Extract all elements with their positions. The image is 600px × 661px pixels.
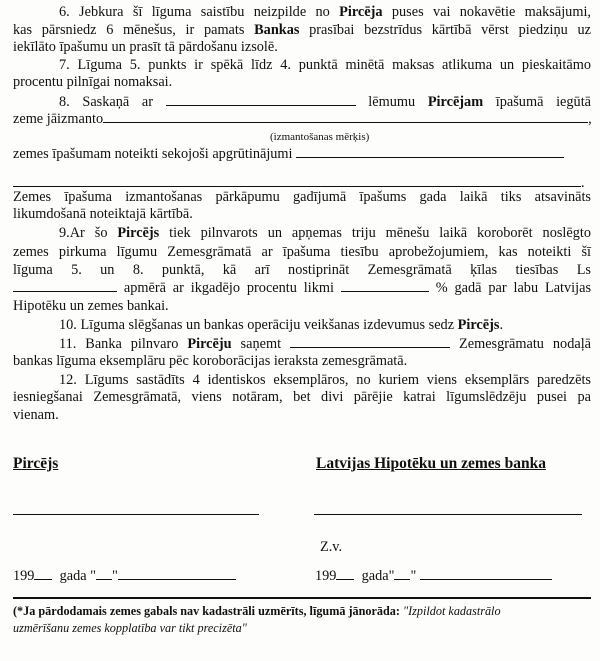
clause-12-line-2: iesniegšanai Zemesgrāmatā, viens notāram, bet divi pārējie katrai līgumslēdzēju pusei pa <box>13 389 591 405</box>
clause-7-line-1: 7. Līguma 5. punkts ir spēkā līdz 4. punktā minētā maksas atlikuma un pieskaitāmo <box>59 57 591 73</box>
clause-12-line-1: 12. Līgums sastādīts 4 identiskos eksemplāros, no kuriem viens eksemplārs paredzēts <box>59 372 591 388</box>
clause-9-line-4: apmērā ar ikgadējo procentu likmi % gadā par labu Latvijas <box>13 279 591 297</box>
encumbrances-blank[interactable] <box>296 145 564 158</box>
bank-date: 199 gada" " <box>315 567 552 585</box>
year-blank[interactable] <box>336 567 354 580</box>
clause-8-line-4: . <box>13 174 591 192</box>
clause-8-line-1: 8. Saskaņā ar lēmumu Pircējam īpašumā iegūtā <box>59 94 592 110</box>
clause-8-line-5: Zemes īpašuma izmantošanas pārkāpumu gadījumā īpašums gada laikā tiks atsavināts <box>13 189 591 205</box>
seal-label: Z.v. <box>320 539 343 555</box>
bank-signature-line[interactable] <box>314 514 582 515</box>
year-blank[interactable] <box>34 567 52 580</box>
clause-8-line-3: zemes īpašumam noteikti sekojoši apgrūtinājumi <box>13 145 591 163</box>
clause-11-line-2: bankas līguma eksemplāru pēc koroborācijas ieraksta zemesgrāmatā. <box>13 353 408 369</box>
month-blank[interactable] <box>118 567 236 580</box>
branch-blank[interactable] <box>290 335 450 348</box>
interest-rate-blank[interactable] <box>341 279 429 292</box>
footnote-divider <box>13 597 591 599</box>
clause-9-line-1: 9.Ar šo Pircējs tiek pilnvarots un apņemas triju mēnešu laikā koroborēt noslēgto <box>59 225 591 241</box>
bank-heading: Latvijas Hipotēku un zemes banka <box>316 455 546 472</box>
footnote-line-1: (*Ja pārdodamais zemes gabals nav kadastrāli uzmērīts, līgumā jānorāda: "Izpildot kadastrālo <box>13 604 501 618</box>
clause-9-line-5: Hipotēku un zemes bankai. <box>13 298 169 314</box>
clause-10: 10. Līguma slēgšanas un bankas operāciju veikšanas izdevumus sedz Pircējs. <box>59 317 504 333</box>
clause-11-line-1: 11. Banka pilnvaro Pircēju saņemt Zemesgrāmatu nodaļā <box>59 336 592 352</box>
decision-blank[interactable] <box>166 93 356 106</box>
clause-9-line-2: zemes pirkuma līgumu Zemesgrāmatā ar īpašuma tiesību aprobežojumiem, kas noteikti šī <box>13 244 591 260</box>
amount-blank[interactable] <box>13 279 117 292</box>
encumbrances-blank-2[interactable] <box>13 174 581 187</box>
clause-6-line-2: kas pārsniedz 6 mēnešus, ir pamats Bankas prasībai bezstrīdus kārtībā vērst piedziņu uz <box>13 22 591 38</box>
buyer-heading: Pircējs <box>13 455 59 472</box>
clause-7-line-2: procentu pilnīgai nomaksai. <box>13 74 173 90</box>
clause-9-line-3: līguma 5. un 8. punktā, kā arī nostiprināt Zemesgrāmatā ķīlas tiesības Ls <box>13 262 591 278</box>
clause-8-line-2: zeme jāizmanto , <box>13 111 592 127</box>
clause-6-line-1: 6. Jebkura šī līguma saistību neizpilde no Pircēja puses vai nokavētie maksājumi, <box>59 4 591 20</box>
clause-12-line-3: vienam. <box>13 407 59 423</box>
purpose-caption: (izmantošanas mērķis) <box>270 131 370 143</box>
footnote-line-2: uzmērīšanu zemes kopplatība var tikt precizēta" <box>13 621 247 635</box>
buyer-date: 199 gada " " <box>13 567 236 585</box>
day-blank[interactable] <box>96 567 112 580</box>
buyer-signature-line[interactable] <box>13 514 259 515</box>
land-use-blank[interactable] <box>103 110 588 123</box>
month-blank[interactable] <box>420 567 552 580</box>
day-blank[interactable] <box>394 567 410 580</box>
clause-8-line-6: likumdošanā noteiktajā kārtībā. <box>13 206 193 222</box>
clause-6-line-3: iekīlāto īpašumu un prasīt tā pārdošanu izsolē. <box>13 39 278 55</box>
